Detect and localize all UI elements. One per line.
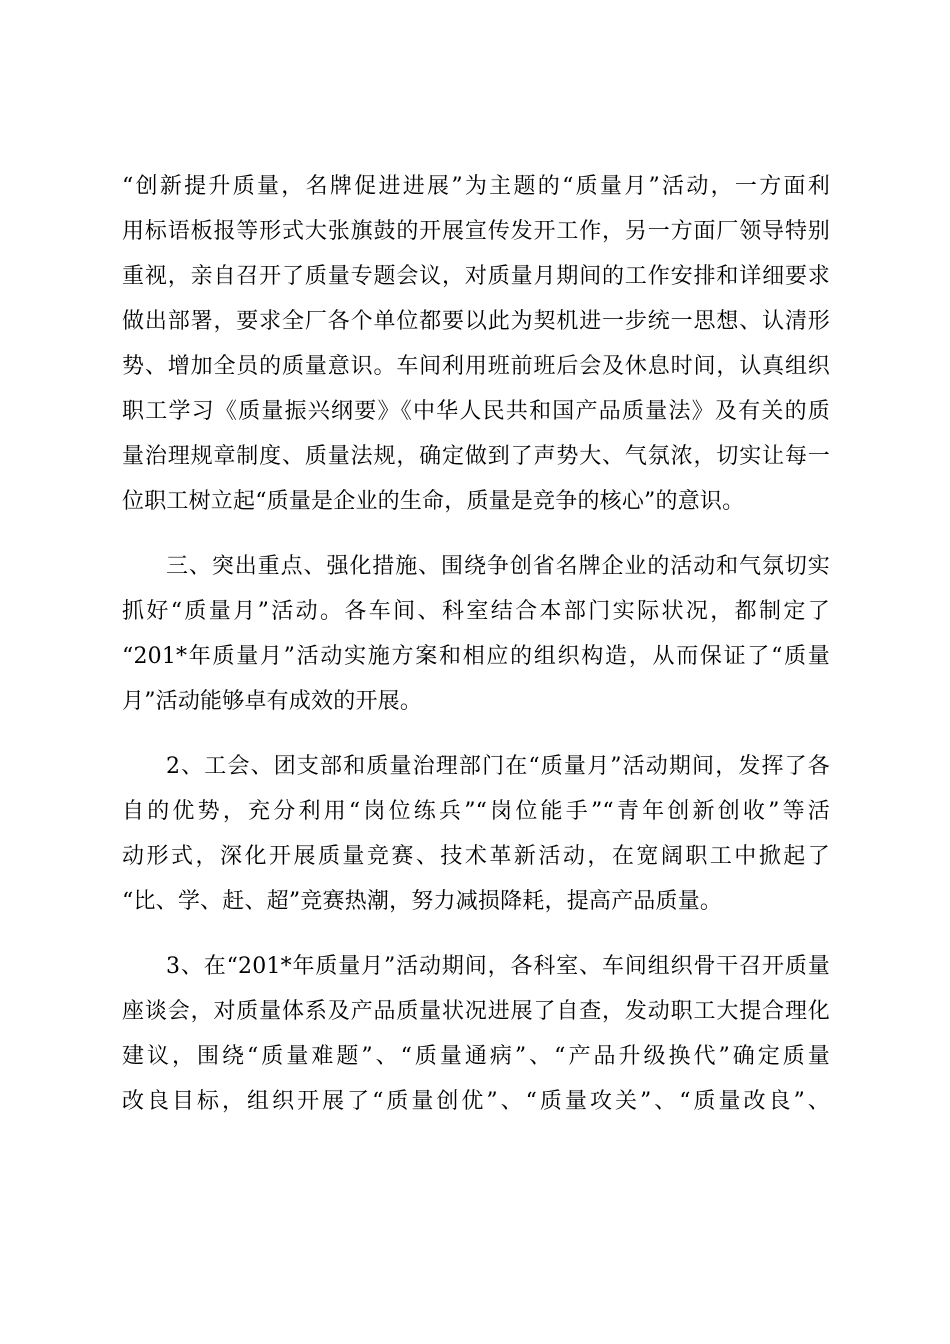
text-line: 重视，亲自召开了质量专题会议，对质量月期间的工作安排和详细要求 [122,264,830,289]
paragraph-1 [122,164,830,524]
text-line: 动形式，深化开展质量竞赛、技术革新活动，在宽阔职工中掀起了 [122,844,830,869]
text-line: 用标语板报等形式大张旗鼓的开展宣传发开工作，另一方面厂领导特别 [122,219,830,244]
text-line: 改良目标，组织开展了“质量创优”、“质量攻关”、“质量改良”、 [122,1089,830,1114]
text-line: 月”活动能够卓有成效的开展。 [122,689,423,714]
paragraph-spacer [122,924,830,944]
text-line: 建议，围绕“质量难题”、“质量通病”、“产品升级换代”确定质量 [122,1044,830,1069]
text-line: 做出部署，要求全厂各个单位都要以此为契机进一步统一思想、认清形 [122,309,830,334]
paragraph-spacer [122,524,830,544]
text-line: “比、学、赶、超”竞赛热潮，努力减损降耗，提高产品质量。 [122,889,723,914]
text-line: 自的优势，充分利用“岗位练兵”“岗位能手”“青年创新创收”等活 [122,799,830,824]
paragraph-spacer [122,724,830,744]
text-line: “创新提升质量，名牌促进进展”为主题的“质量月”活动，一方面利 [122,174,830,199]
text-line: 职工学习《质量振兴纲要》《中华人民共和国产品质量法》及有关的质 [122,399,830,424]
text-line: 势、增加全员的质量意识。车间利用班前班后会及休息时间，认真组织 [122,354,830,379]
paragraph-4 [122,944,830,1124]
text-line: 位职工树立起“质量是企业的生命，质量是竞争的核心”的意识。 [122,489,745,514]
text-line: 量治理规章制度、质量法规，确定做到了声势大、气氛浓，切实让每一 [122,444,830,469]
paragraph-2 [122,544,830,724]
text-line: “201*年质量月”活动实施方案和相应的组织构造，从而保证了“质量 [122,644,830,669]
text-line: 抓好“质量月”活动。各车间、科室结合本部门实际状况，都制定了 [122,599,830,624]
text-line: 2、工会、团支部和质量治理部门在“质量月”活动期间，发挥了各 [166,754,830,779]
text-line: 三、突出重点、强化措施、围绕争创省名牌企业的活动和气氛切实 [166,554,830,579]
document-body [122,164,830,1124]
paragraph-3 [122,744,830,924]
text-line: 座谈会，对质量体系及产品质量状况进展了自查，发动职工大提合理化 [122,999,830,1024]
text-line: 3、在“201*年质量月”活动期间，各科室、车间组织骨干召开质量 [166,954,830,979]
